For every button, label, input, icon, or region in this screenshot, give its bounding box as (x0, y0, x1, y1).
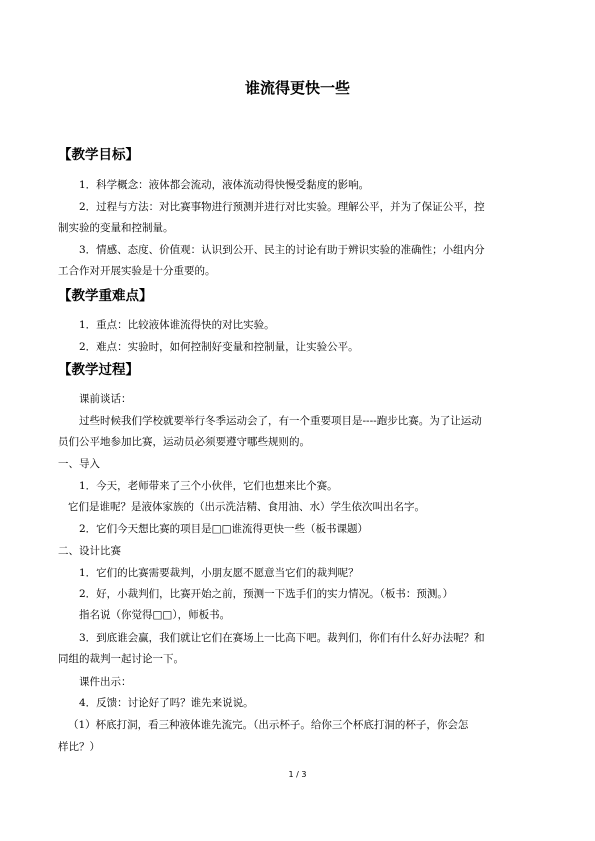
page-title: 谁流得更快一些 (244, 79, 350, 97)
process-line: 课前谈话： (79, 393, 132, 405)
process-line: 4．反馈：讨论好了吗？谁先来说说。 (79, 697, 254, 709)
process-line: 二、设计比赛 (58, 545, 121, 557)
process-line: 同组的裁判一起讨论一下。 (58, 653, 184, 665)
process-line: 3．到底谁会赢，我们就让它们在赛场上一比高下吧。裁判们，你们有什么好办法呢？和 (79, 632, 485, 644)
goals-line: 制实验的变量和控制量。 (58, 222, 174, 234)
process-line: 一、导入 (58, 458, 100, 470)
process-line: 1．今天，老师带来了三个小伙伴，它们也想来比个赛。 (79, 480, 338, 492)
section-heading-process: 【教学过程】 (58, 362, 139, 378)
goals-line: 2．过程与方法：对比赛事物进行预测并进行对比实验。理解公平，并为了保证公平，控 (79, 201, 485, 213)
process-line: 课件出示： (79, 676, 132, 688)
goals-line: 1．科学概念：液体都会流动，液体流动得快慢受黏度的影响。 (79, 179, 370, 191)
goals-line: 3．情感、态度、价值观：认识到公开、民主的讨论有助于辨识实验的准确性；小组内分 (79, 244, 485, 256)
key-points-line: 1．重点：比较液体谁流得快的对比实验。 (79, 319, 275, 331)
process-line: 样比？） (58, 741, 100, 753)
key-points-line: 2．难点：实验时，如何控制好变量和控制量，让实验公平。 (79, 341, 359, 353)
goals-line: 工合作对开展实验是十分重要的。 (58, 265, 216, 277)
process-line: 它们是谁呢？是液体家族的（出示洗洁精、食用油、水）学生依次叫出名字。 (68, 501, 425, 513)
process-line: 1．它们的比赛需要裁判，小朋友愿不愿意当它们的裁判呢？ (79, 567, 359, 579)
process-line: 员们公平地参加比赛，运动员必须要遵守哪些规则的。 (58, 436, 310, 448)
process-line: （1）杯底打洞，看三种液体谁先流完。（出示杯子。给你三个杯底打洞的杯子，你会怎 (68, 719, 469, 731)
section-heading-goals: 【教学目标】 (58, 147, 139, 163)
process-line: 指名说（你觉得□□），师板书。 (79, 609, 231, 621)
process-line: 2．好，小裁判们，比赛开始之前，预测一下选手们的实力情况。（板书：预测。） (79, 588, 454, 600)
page-number: 1 / 3 (288, 770, 307, 779)
process-line: 2．它们今天想比赛的项目是□□谁流得更快一些（板书课题） (79, 523, 369, 535)
section-heading-key-points: 【教学重难点】 (58, 288, 153, 304)
process-line: 过些时候我们学校就要举行冬季运动会了，有一个重要项目是----跑步比赛。为了让运动 (79, 415, 482, 427)
